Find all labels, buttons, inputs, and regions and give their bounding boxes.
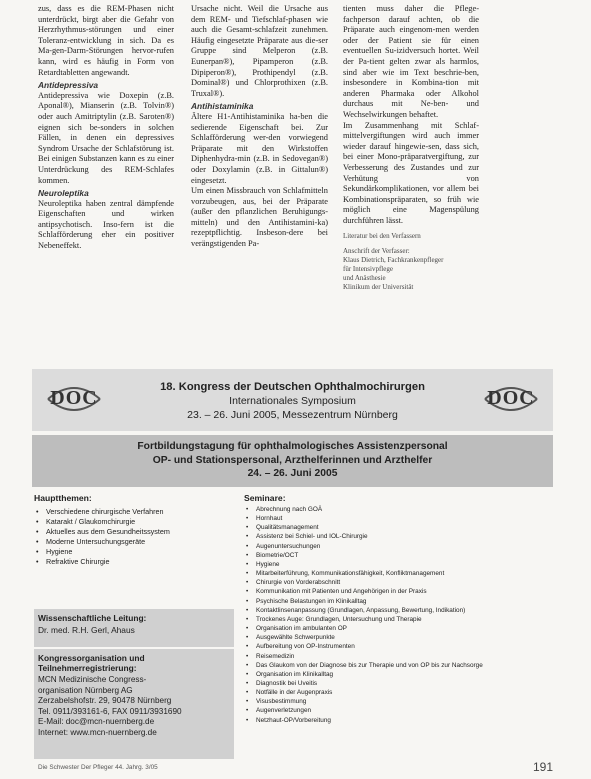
logo-text: DOC xyxy=(50,387,98,409)
contact-line: Zerzabelshofstr. 29, 90478 Nürnberg xyxy=(38,696,172,706)
paragraph: Ältere H1-Antihistaminika ha-ben die sedierende Eigenschaft bei. Zur Schlafförderung wer-den vorwiegend Präparate mit den Wirkstoffen Diphenhydra-min (z.B. in Sedovegan®) oder Doxylamin (z.B. in Gittalun®) eingesetzt. xyxy=(191,111,328,185)
organisation-contact xyxy=(38,675,233,739)
address-line: Klaus Dietrich, Fachkrankenpfleger xyxy=(343,256,444,265)
contact-line: Internet: www.mcn-nuernberg.de xyxy=(38,727,157,737)
paragraph: tienten muss daher die Pflege-fachperson darauf achten, ob die Präparate auch eingenom-men werden oder der Patient sie für einen eventuellen Su-izidversuch hortet. Weil der Pa-tient gelten zwar als harmlos, sind aber wie im Text beschrie-ben, insbesondere in Kombina-tion mit anderen Pharmaka oder Alkohol durchaus mit Ne-ben- und Wechselwirkungen behaftet. xyxy=(343,4,479,119)
list-item: • Hygiene xyxy=(34,547,170,557)
list-item: • Abrechnung nach GOÄ xyxy=(244,505,544,514)
list-item: • Das Glaukom von der Diagnose bis zur Therapie und von OP bis zur Nachsorge xyxy=(244,661,544,670)
section-heading: Antihistaminika xyxy=(191,101,254,112)
literature-note: Literatur bei den Verfassern xyxy=(343,232,421,241)
doc-logo xyxy=(479,375,543,419)
list-item: • Diagnostik bei Uveitis xyxy=(244,679,544,688)
list-item: • Hygiene xyxy=(244,560,544,569)
main-topics-list xyxy=(34,507,170,567)
paragraph: Neuroleptika haben zentral dämpfende Eigenschaften und wirken antipsychotisch. Inso-fern ist die Schlafförderung eher ein positiver Nebeneffekt. xyxy=(38,198,174,251)
section-heading: Neuroleptika xyxy=(38,188,89,199)
list-item: • Qualitätsmanagement xyxy=(244,523,544,532)
paragraph: Ursache nicht. Weil die Ursache aus dem REM- und Tiefschlaf-phasen wie auch die Gesamt-schlafzeit zunehmen. Häufig eingesetzte Präparate aus die-ser Gruppe sind Melperon (z.B. Eunerpan®), Pipamperon (z.B. Dipiperon®), Prothipendyl (z.B. Dominal®) und Chlorprothixen (z.B. Truxal®). xyxy=(191,4,328,98)
list-item: • Organisation im ambulanten OP xyxy=(244,624,544,633)
address-title: Anschrift der Verfasser: xyxy=(343,247,410,256)
list-item: • Moderne Untersuchungsgeräte xyxy=(34,537,170,547)
list-item: • Aufbereitung von OP-Instrumenten xyxy=(244,642,544,651)
list-item: • Biometrie/OCT xyxy=(244,551,544,560)
list-item: • Augenverletzungen xyxy=(244,706,544,715)
journal-footer: Die Schwester Der Pfleger 44. Jahrg. 3/05 xyxy=(38,764,158,771)
ad-training-band xyxy=(32,435,553,487)
list-item: • Kontaktlinsenanpassung (Grundlagen, Anpassung, Bewertung, Indikation) xyxy=(244,606,544,615)
list-item: • Netzhaut-OP/Vorbereitung xyxy=(244,716,544,725)
list-item: • Mitarbeiterführung, Kommunikationsfähigkeit, Konfliktmanagement xyxy=(244,569,544,578)
list-item: • Trockenes Auge: Grundlagen, Untersuchung und Therapie xyxy=(244,615,544,624)
ad-body xyxy=(32,487,553,768)
list-item: • Verschiedene chirurgische Verfahren xyxy=(34,507,170,517)
list-item: • Notfälle in der Augenpraxis xyxy=(244,688,544,697)
list-item: • Hornhaut xyxy=(244,514,544,523)
seminars-title: Seminare: xyxy=(244,493,286,503)
seminars-list xyxy=(244,505,544,725)
doc-logo xyxy=(42,375,106,419)
address-line: Klinikum der Universität xyxy=(343,283,414,292)
logo-text: DOC xyxy=(487,387,535,409)
ad-dates: 23. – 26. Juni 2005, Messezentrum Nürnberg xyxy=(187,409,398,421)
list-item: • Ausgewählte Schwerpunkte xyxy=(244,633,544,642)
list-item: • Psychische Belastungen im Klinikalltag xyxy=(244,597,544,606)
text-column-1 xyxy=(38,4,174,252)
section-heading: Antidepressiva xyxy=(38,80,99,91)
list-item: • Visusbestimmung xyxy=(244,697,544,706)
training-audience: OP- und Stationspersonal, Arzthelferinnen und Arzthelfer xyxy=(152,455,433,466)
contact-line: E-Mail: doc@mcn-nuernberg.de xyxy=(38,717,155,727)
list-item: • Assistenz bei Schiel- und IOL-Chirurgie xyxy=(244,532,544,541)
list-item: • Katarakt / Glaukomchirurgie xyxy=(34,517,170,527)
page-number: 191 xyxy=(532,760,553,774)
organisation-box xyxy=(34,649,234,759)
main-topics-title: Hauptthemen: xyxy=(34,493,92,503)
text-column-3 xyxy=(343,4,479,292)
paragraph: zus, dass es die REM-Phasen nicht unterdrückt, birgt aber die Gefahr von Herzrhythmus-störungen und einer Toleranz-entwicklung in sich. Da es Ma-gen-Darm-Störungen hervor-rufen kann, wird es häufig in Form von Retardtabletten angewandt. xyxy=(38,4,174,77)
scientific-lead-title: Wissenschaftliche Leitung: xyxy=(38,613,147,623)
ad-title: 18. Kongress der Deutschen Ophthalmochirurgen xyxy=(160,381,425,393)
address-line: für Intensivpflege xyxy=(343,265,393,274)
contact-line: organisation Nürnberg AG xyxy=(38,685,133,695)
scientific-lead-box xyxy=(34,609,234,647)
contact-line: MCN Medizinische Congress- xyxy=(38,675,147,684)
list-item: • Refraktive Chirurgie xyxy=(34,557,170,567)
ad-header-band xyxy=(32,369,553,431)
ad-subtitle: Internationales Symposium xyxy=(229,395,356,407)
scientific-lead-name: Dr. med. R.H. Gerl, Ahaus xyxy=(38,625,135,635)
paragraph: Um einen Missbrauch von Schlafmitteln vorzubeugen, aus, bei der Präparate (außer den pflanzlichen Beruhigungs-mitteln) und den Antihistamini-ka) rezeptpflichtig. Insbeson-dere bei verängstigenden Pa- xyxy=(191,186,328,249)
list-item: • Organisation im Klinikalltag xyxy=(244,670,544,679)
list-item: • Kommunikation mit Patienten und Angehörigen in der Praxis xyxy=(244,587,544,596)
text-column-2 xyxy=(191,4,328,250)
paragraph: Antidepressiva wie Doxepin (z.B. Aponal®), Mianserin (z.B. Tolvin®) oder auch Amitriptylin (z.B. Saroten®) eignen sich be-sonders in solchen Fällen, in denen ein depressives Syndrom Ursache der Schlafstörung ist. Bei einigen Substanzen kann es zu einer Unterdrückung des REM-Schlafes kommen. xyxy=(38,90,174,185)
address-line: und Anästhesie xyxy=(343,274,386,283)
organisation-title: Kongressorganisation und Teilnehmerregistrierung: xyxy=(38,653,145,673)
contact-line: Tel. 0911/393161-6, FAX 0911/3931690 xyxy=(38,706,182,716)
list-item: • Reisemedizin xyxy=(244,652,544,661)
paragraph: Im Zusammenhang mit Schlaf-mittelvergiftungen wird auch immer wieder darauf hingewie-sen, dass sich, bei einer Mono-präparatvergiftung, zur Verbesserung des Zustandes und zur Verhütung von Sekundärkomplikationen, vor allem bei Kombinationspräparaten, so früh wie möglich eine Magenspülung durchführen lässt. xyxy=(343,120,479,225)
list-item: • Aktuelles aus dem Gesundheitssystem xyxy=(34,527,170,537)
author-block xyxy=(343,232,479,292)
training-title: Fortbildungstagung für ophthalmologisches Assistenzpersonal xyxy=(137,441,448,452)
list-item: • Augenuntersuchungen xyxy=(244,542,544,551)
congress-advertisement xyxy=(32,369,553,768)
list-item: • Chirurgie von Vorderabschnitt xyxy=(244,578,544,587)
training-dates: 24. – 26. Juni 2005 xyxy=(247,468,338,479)
